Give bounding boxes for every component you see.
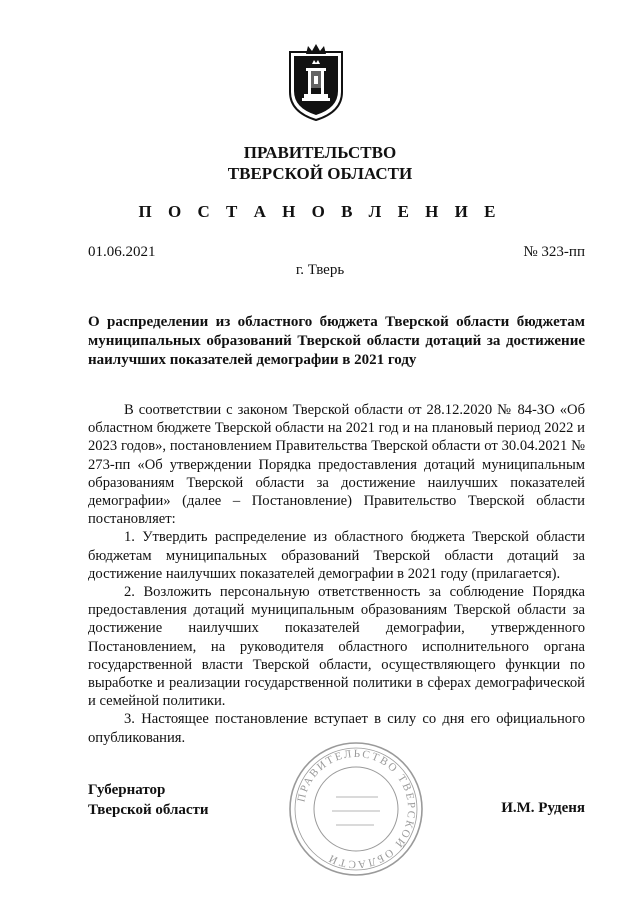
- signatory-title: [88, 780, 209, 820]
- document-city: г. Тверь: [295, 262, 345, 278]
- signatory-title-line1: Губернатор: [88, 782, 166, 798]
- document-date: 01.06.2021: [88, 244, 156, 260]
- body-item-3: 3. Настоящее постановление вступает в силу со дня его официального опубликования.: [88, 711, 585, 746]
- document-subject: О распределении из областного бюджета Тверской области бюджетам муниципальных образований Тверской области дотаций за достижение наилучших показателей демографии в 2021 году: [88, 314, 585, 368]
- coat-of-arms-emblem: [284, 42, 348, 122]
- official-stamp: [286, 739, 426, 879]
- org-name-line2: ТВЕРСКОЙ ОБЛАСТИ: [227, 164, 413, 183]
- signatory-name: И.М. Руденя: [501, 800, 585, 816]
- body-item-1: 1. Утвердить распределение из областного бюджета Тверской области бюджетам муниципальных образований Тверской области дотаций за достижение наилучших показателей демографии в 2021 году (прилагается).: [88, 529, 585, 582]
- signatory-title-line2: Тверской области: [88, 802, 209, 818]
- document-body: [88, 401, 585, 747]
- org-name-line1: ПРАВИТЕЛЬСТВО: [243, 143, 397, 162]
- body-preamble: В соответствии с законом Тверской области от 28.12.2020 № 84-ЗО «Об областном бюджете Тверской области на 2021 год и на плановый период 2022 и 2023 годов», постановлением Правительства Тверской области от 30.04.2021 № 273-пп «Об утверждении Порядка предоставления дотаций муниципальным образованиям Тверской области за достижение наилучших показателей демографии» (далее – Постановление) Правительство Тверской области постановляет:: [88, 402, 585, 528]
- stamp-text: ПРАВИТЕЛЬСТВО ТВЕРСКОЙ ОБЛАСТИ: [295, 747, 418, 871]
- body-item-2: 2. Возложить персональную ответственность за соблюдение Порядка предоставления дотаций муниципальным образованиям Тверской области за достижение наилучших показателей демографии, утвержденного Постановлением, на руководителя областного исполнительного органа государственной власти Тверской области, осуществляющего функции по выработке и реализации государственной политики в сферах демографической и семейной политики.: [88, 584, 585, 710]
- document-number: № 323-пп: [523, 244, 585, 260]
- document-type-heading: П О С Т А Н О В Л Е Н И Е: [138, 202, 502, 221]
